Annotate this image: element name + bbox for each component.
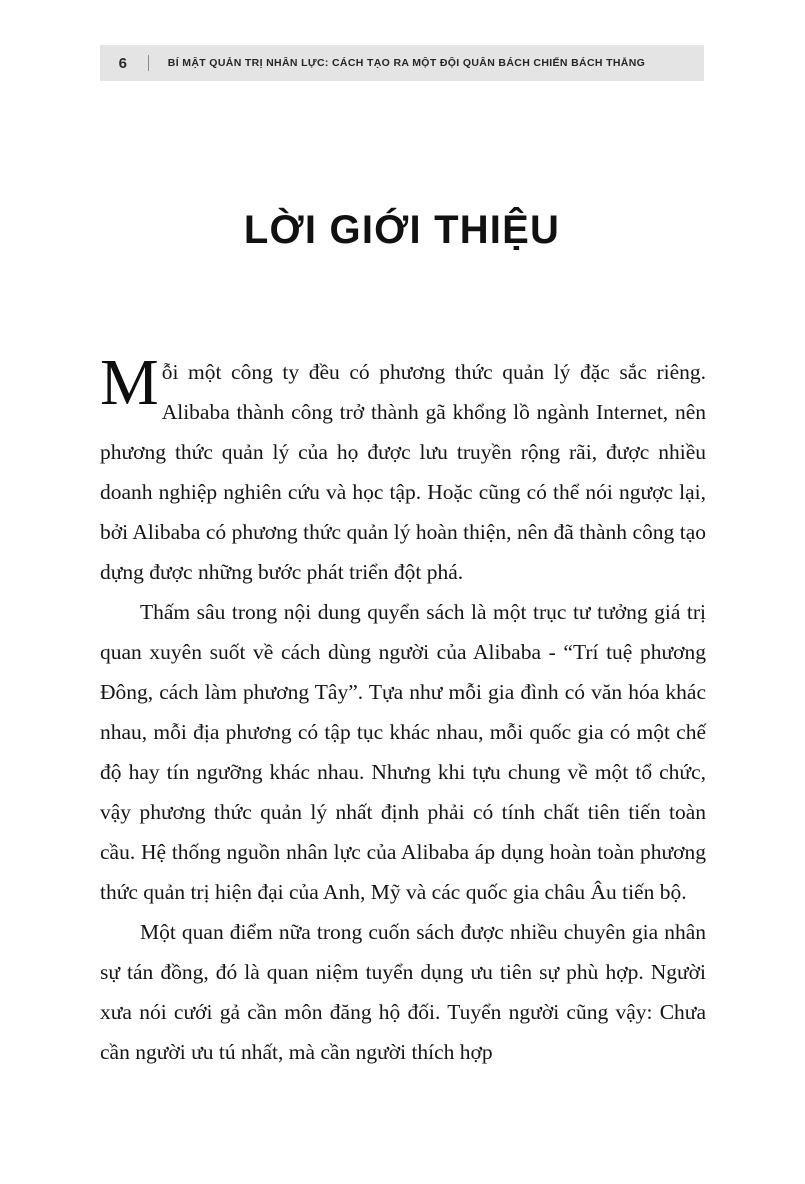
page-title: LỜI GIỚI THIỆU — [243, 208, 561, 252]
running-header — [100, 45, 704, 81]
paragraph-1-text: ỗi một công ty đều có phương thức quản lý đặc sắc riêng. Alibaba thành công trở thành gã khổng lồ ngành Internet, nên phương thức quản lý của họ được lưu truyền rộng rãi, được nhiều doanh nghiệp nghiên cứu và học tập. Hoặc cũng có thể nói ngược lại, bởi Alibaba có phương thức quản lý hoàn thiện, nên đã thành công tạo dựng được những bước phát triển đột phá. — [100, 360, 706, 584]
paragraph-2: Thấm sâu trong nội dung quyển sách là một trục tư tưởng giá trị quan xuyên suốt về cách dùng người của Alibaba - “Trí tuệ phương Đông, cách làm phương Tây”. Tựa như mỗi gia đình có văn hóa khác nhau, mỗi địa phương có tập tục khác nhau, mỗi quốc gia có một chế độ hay tín ngưỡng khác nhau. Nhưng khi tựu chung về một tổ chức, vậy phương thức quản lý nhất định phải có tính chất tiên tiến toàn cầu. Hệ thống nguồn nhân lực của Alibaba áp dụng hoàn toàn phương thức quản trị hiện đại của Anh, Mỹ và các quốc gia châu Âu tiến bộ. — [100, 600, 706, 904]
drop-cap: M — [100, 346, 159, 419]
body-text — [100, 346, 706, 1072]
paragraph-3: Một quan điểm nữa trong cuốn sách được nhiều chuyên gia nhân sự tán đồng, đó là quan niệm tuyển dụng ưu tiên sự phù hợp. Người xưa nói cưới gả cần môn đăng hộ đối. Tuyển người cũng vậy: Chưa cần người ưu tú nhất, mà cần người thích hợp — [100, 920, 706, 1064]
page-number: 6 — [118, 54, 128, 72]
running-header-title: BÍ MẬT QUẢN TRỊ NHÂN LỰC: CÁCH TẠO RA MỘT ĐỘI QUÂN BÁCH CHIẾN BÁCH THẮNG — [167, 57, 646, 69]
paragraph-1 — [100, 346, 706, 592]
